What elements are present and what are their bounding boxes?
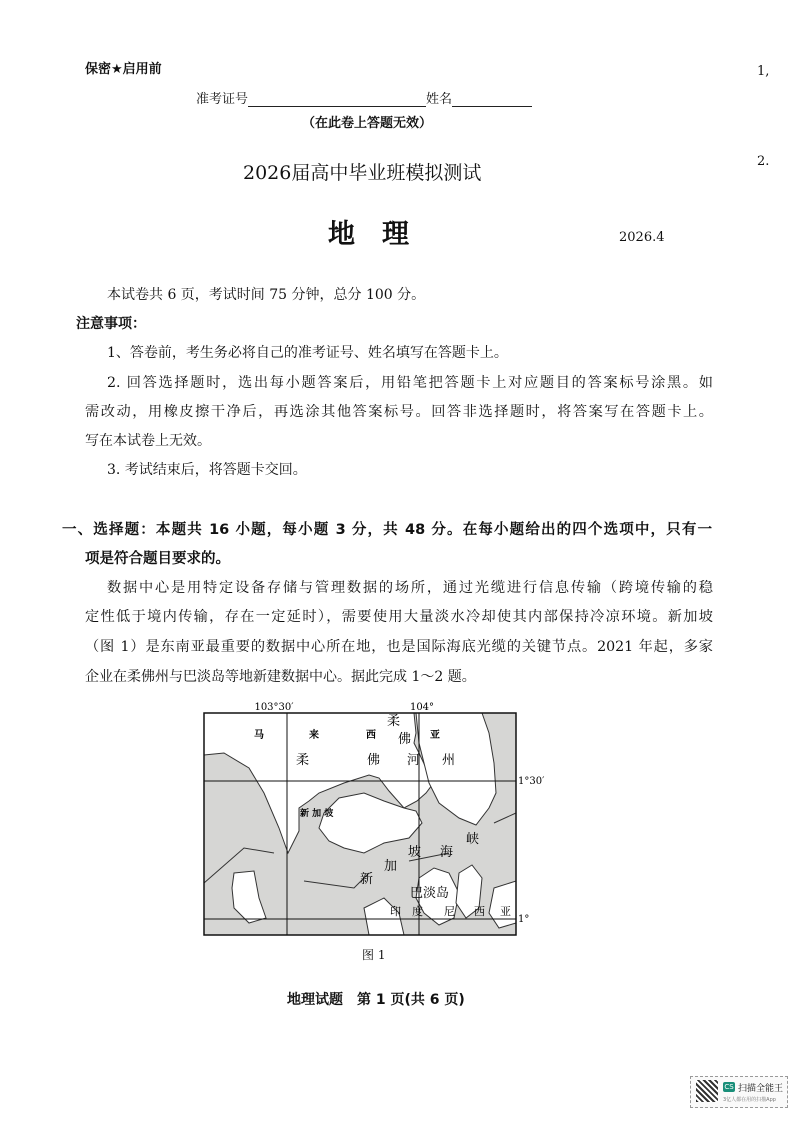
label-batam: 巴淡岛: [410, 886, 450, 901]
passage-line: （图 1）是东南亚最重要的数据中心所在地，也是国际海底光缆的关键节点。2021 年起，多家: [85, 639, 713, 655]
name-blank: [452, 92, 532, 107]
name-label: 姓名: [426, 92, 453, 107]
margin-mark: 2.: [757, 154, 770, 169]
section-heading-cont: 项是符合题目要求的。: [85, 551, 230, 567]
notice-item: 3. 考试结束后，将答题卡交回。: [107, 462, 307, 478]
label-strait: 新: [360, 872, 374, 887]
exam-title: 2026届高中毕业班模拟测试: [243, 162, 482, 184]
candidate-info: [196, 88, 532, 107]
label-indonesia: 印: [390, 905, 401, 918]
notice-title: 注意事项：: [76, 316, 146, 332]
scanner-tagline: 3亿人都在用的扫描App: [723, 1097, 776, 1103]
margin-mark: 1,: [757, 64, 770, 79]
notice-item-cont: 需改动，用橡皮擦干净后，再选涂其他答案标号。回答非选择题时，将答案写在答题卡上。: [85, 404, 713, 420]
label-johor-river: 柔: [387, 714, 401, 729]
label-johor-state: 柔: [296, 753, 310, 768]
label-johor-state: 佛: [367, 753, 381, 768]
label-johor-river: 佛: [398, 732, 412, 747]
passage-line: 数据中心是用特定设备存储与管理数据的场所，通过光缆进行信息传输（跨境传输的稳: [107, 580, 713, 596]
label-indonesia: 西: [474, 905, 485, 918]
longitude-label: 103°30′: [254, 702, 294, 713]
figure-1-map: [200, 698, 545, 943]
subject-title: 地 理: [328, 219, 409, 250]
label-johor-river: 河: [407, 753, 421, 768]
qr-code-icon: [696, 1080, 718, 1102]
notice-item: 2. 回答选择题时，选出每小题答案后，用铅笔把答题卡上对应题目的答案标号涂黑。如: [107, 375, 713, 391]
longitude-label: 104°: [409, 702, 435, 713]
answer-invalid-note: （在此卷上答题无效）: [302, 116, 433, 131]
passage-line: 企业在柔佛州与巴淡岛等地新建数据中心。据此完成 1～2 题。: [85, 669, 476, 685]
label-indonesia: 度: [412, 905, 423, 918]
exam-id-label: 准考证号: [196, 92, 249, 107]
camscanner-logo-icon: CS: [724, 1083, 734, 1091]
label-strait: 加: [384, 859, 398, 874]
passage-line: 定性低于境内传输，存在一定延时），需要使用大量淡水冷却使其内部保持冷凉环境。新加坡: [85, 609, 713, 625]
label-johor-state: 州: [442, 753, 456, 768]
label-malaysia: 马: [254, 730, 264, 741]
label-indonesia: 尼: [444, 905, 455, 918]
page-footer: 地理试题 第 1 页(共 6 页): [287, 992, 465, 1008]
figure-caption: 图 1: [362, 948, 386, 962]
label-malaysia: 来: [309, 730, 319, 741]
notice-item: 1、答卷前，考生务必将自己的准考证号、姓名填写在答题卡上。: [107, 345, 508, 361]
label-indonesia: 亚: [500, 905, 511, 918]
scanner-watermark: [690, 1076, 788, 1108]
confidential-mark: 保密★启用前: [85, 62, 162, 77]
scanner-app-name: 扫描全能王: [738, 1084, 784, 1094]
label-strait: 海: [440, 845, 454, 860]
label-singapore: 新 加 坡: [300, 809, 334, 819]
exam-date: 2026.4: [619, 230, 665, 245]
label-strait: 坡: [408, 845, 422, 860]
label-malaysia: 亚: [430, 730, 440, 741]
label-malaysia: 西: [366, 730, 376, 741]
latitude-label: 1°: [518, 914, 530, 925]
label-strait: 峡: [466, 832, 480, 847]
exam-id-blank: [248, 92, 426, 107]
section-heading: 一、选择题：本题共 16 小题，每小题 3 分，共 48 分。在每小题给出的四个选项中，只有一: [62, 522, 712, 538]
latitude-label: 1°30′: [518, 776, 545, 787]
notice-item-cont: 写在本试卷上无效。: [85, 433, 211, 449]
intro-text: 本试卷共 6 页，考试时间 75 分钟，总分 100 分。: [107, 287, 426, 303]
